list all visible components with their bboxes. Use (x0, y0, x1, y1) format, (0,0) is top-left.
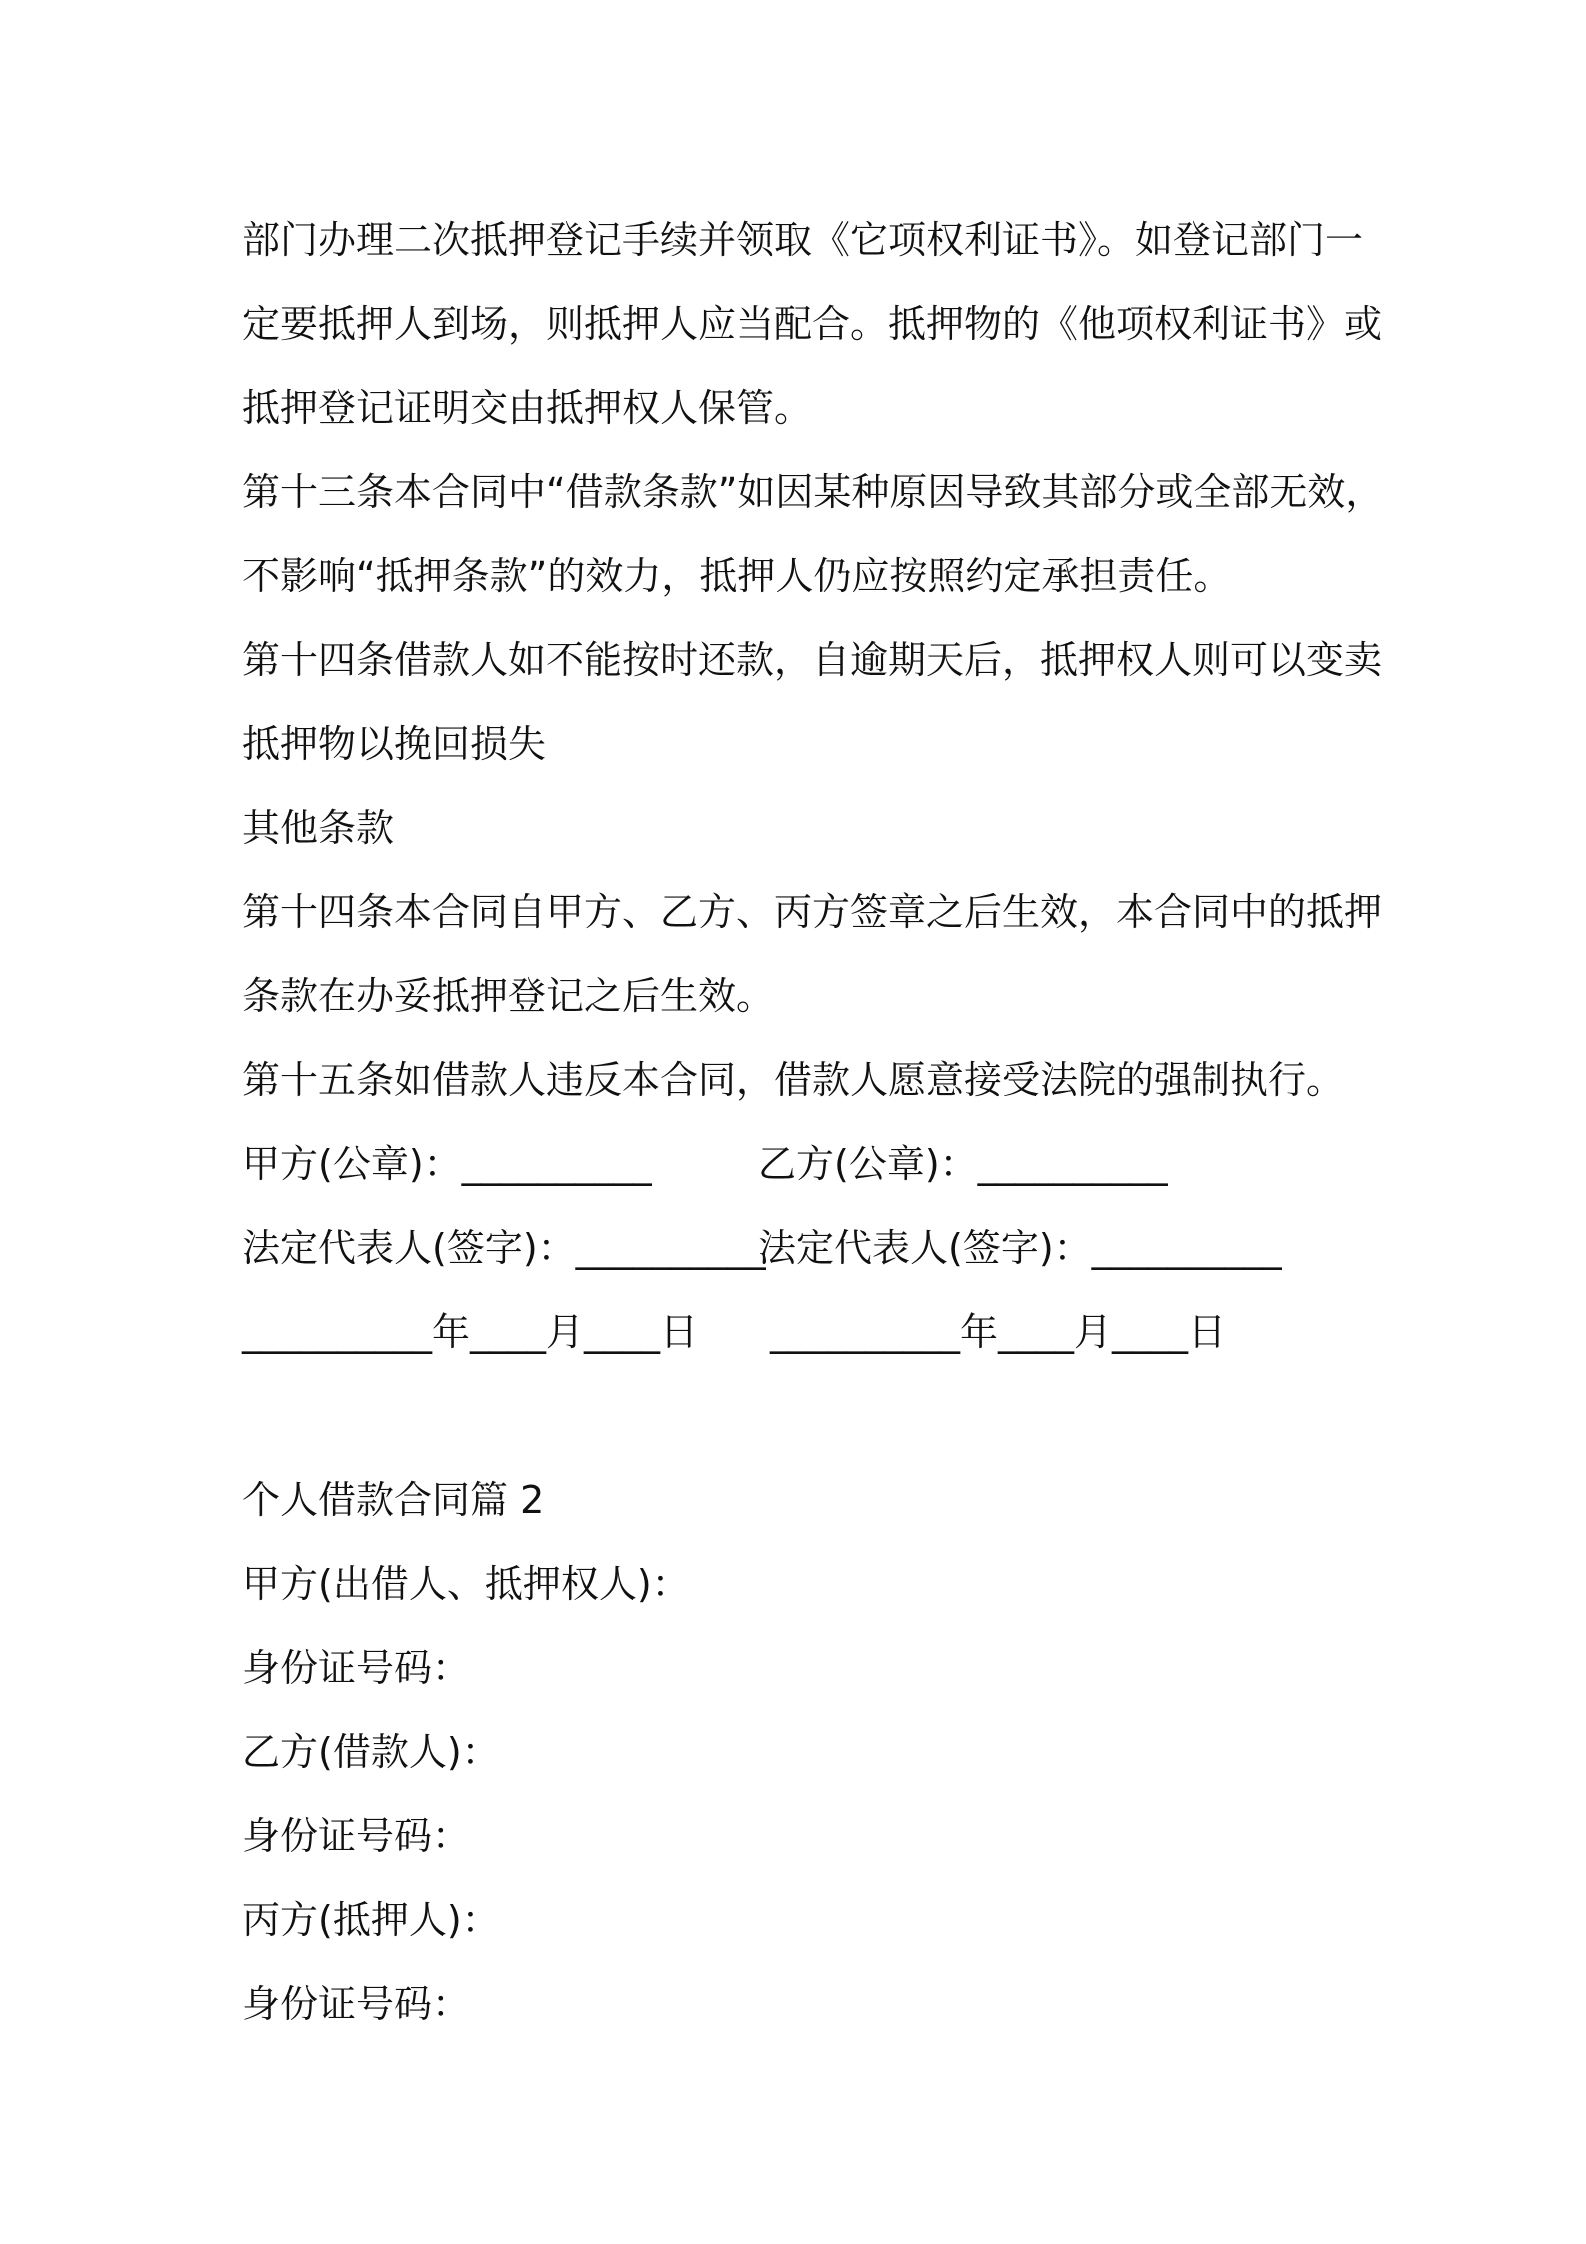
paragraph-line: 条款在办妥抵押登记之后生效。 (242, 974, 775, 1018)
party-c-label: 丙方(抵押人)： (242, 1898, 500, 1942)
article-14-effect-line: 第十四条本合同自甲方、乙方、丙方签章之后生效，本合同中的抵押 (242, 890, 1383, 934)
article-13-line: 第十三条本合同中“借款条款”如因某种原因导致其部分或全部无效， (242, 470, 1384, 514)
article-15-line: 第十五条如借款人违反本合同，借款人愿意接受法院的强制执行。 (242, 1058, 1345, 1102)
party-b-label: 乙方(借款人)： (242, 1730, 500, 1774)
party-a-label: 甲方(出借人、抵押权人)： (242, 1562, 690, 1606)
paragraph-line: 不影响“抵押条款”的效力，抵押人仍应按照约定承担责任。 (242, 554, 1232, 598)
party-a-date-field: __________年____月____日 (242, 1310, 699, 1354)
id-number-label: 身份证号码： (242, 1646, 471, 1690)
document-content (242, 198, 1384, 2046)
signature-seal-row (242, 1122, 1362, 1206)
paragraph-line: 抵押登记证明交由抵押权人保管。 (242, 386, 813, 430)
section-spacer (242, 1374, 1362, 1458)
paragraph-line: 抵押物以挽回损失 (242, 722, 547, 766)
party-a-seal-field: 甲方(公章)：__________ (242, 1142, 652, 1186)
party-b-representative-field: 法定代表人(签字)：__________ (758, 1226, 1282, 1270)
article-14-line: 第十四条借款人如不能按时还款，自逾期天后，抵押权人则可以变卖 (242, 638, 1383, 682)
party-b-seal-field: 乙方(公章)：__________ (758, 1142, 1168, 1186)
signature-representative-row (242, 1206, 1362, 1290)
paragraph-line: 定要抵押人到场，则抵押人应当配合。抵押物的《他项权利证书》或 (242, 302, 1383, 346)
paragraph-line: 部门办理二次抵押登记手续并领取《它项权利证书》。如登记部门一 (242, 218, 1364, 262)
id-number-label: 身份证号码： (242, 1982, 471, 2026)
section-2-title: 个人借款合同篇 2 (242, 1478, 545, 1522)
party-a-representative-field: 法定代表人(签字)：__________ (242, 1226, 766, 1270)
id-number-label: 身份证号码： (242, 1814, 471, 1858)
section-heading-other-terms: 其他条款 (242, 806, 395, 850)
party-b-date-field: __________年____月____日 (770, 1310, 1227, 1354)
signature-date-row (242, 1290, 1362, 1374)
